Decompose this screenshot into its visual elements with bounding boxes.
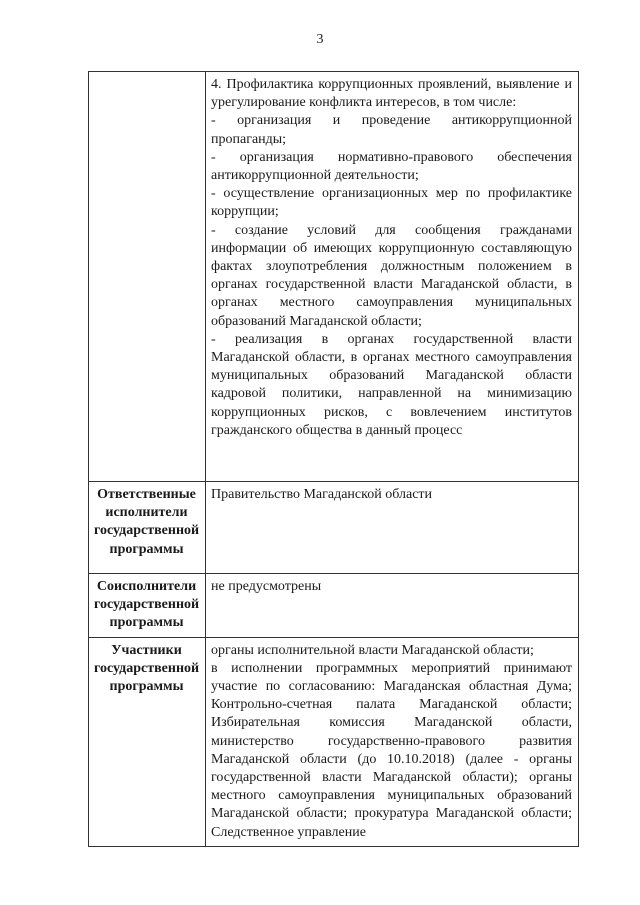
table-row-participants [89,637,579,846]
row-content [206,637,579,846]
row-label [89,72,206,482]
row-label: Ответственные исполнители государственной программы [89,482,206,574]
row-label: Соисполнители государственной программы [89,574,206,638]
program-passport-table [88,71,579,847]
paragraph: - создание условий для сообщения гражданами информации об имеющих коррупционную составляющую фактах злоупотребления должностным положением в органах государственной власти Магаданской области, в органах местного самоуправления муниципальных образований Магаданской области; [211,222,572,329]
page-number: 3 [316,32,324,47]
row-content [206,482,579,574]
table-row-responsible [89,482,579,574]
row-content [206,72,579,482]
table-row-measures [89,72,579,482]
paragraph: - осуществление организационных мер по профилактике коррупции; [211,186,572,220]
row-label: Участники государственной программы [89,637,206,846]
table-row-co-executors [89,574,579,638]
paragraph: в исполнении программных мероприятий принимают участие по согласованию: Магаданская областная Дума; Контрольно-счетная палата Магаданской области; Избирательная комиссия Магаданской области, министерство государственно-правового развития Магаданской области (до 10.10.2018) (далее - органы государственной власти Магаданской области); органы местного самоуправления муниципальных образований Магаданской области; прокуратура Магаданской области; Следственное управление [211,660,572,840]
row-content [206,574,579,638]
paragraph: - реализация в органах государственной власти Магаданской области, в органах местного самоуправления муниципальных образований Магаданской области кадровой политики, направленной на минимизацию коррупционных рисков, с вовлечением институтов гражданского общества в данный процесс [211,331,572,438]
paragraph: не предусмотрены [211,579,322,594]
paragraph: - организация и проведение антикоррупционной пропаганды; [211,113,572,147]
paragraph: Правительство Магаданской области [211,487,433,502]
paragraph: органы исполнительной власти Магаданской области; [211,642,534,658]
paragraph: 4. Профилактика коррупционных проявлений, выявление и урегулирование конфликта интересов, в том числе: [211,77,572,111]
paragraph: - организация нормативно-правового обеспечения антикоррупционной деятельности; [211,149,572,184]
